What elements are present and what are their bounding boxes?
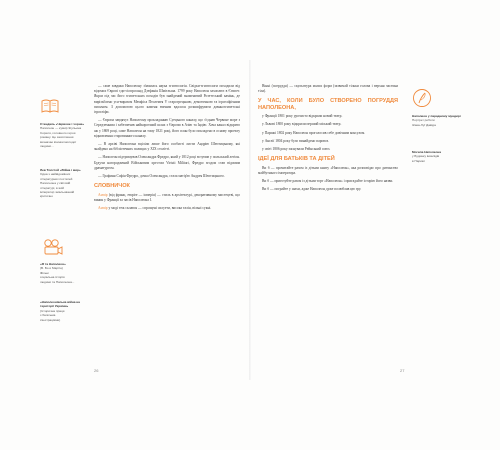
caption-line: Наполеона у світовій bbox=[40, 181, 71, 186]
caption-line: літературних постатей bbox=[40, 176, 73, 181]
caption-title: Наполеон у парадному мундирі bbox=[412, 114, 461, 118]
body-paragraph: — Європа завдячує Наполеону прокладанню Суецького каналу, що з'єднав Червоне море з Середземним і забезпечив найкоротший шлях з Європи в Азію та Індію. Хоча канал відкрито аж у 1869 році, саме Наполеон на тому 1821 році, його план було покладено в основу проекту відновлення старовинного каналу. bbox=[94, 118, 240, 138]
caption-line: Сореля, головного героя bbox=[40, 130, 76, 135]
body-paragraph: Ви б — приготуйте разом із дітьми торт «Наполеон» і пригадайте історію його назви. bbox=[262, 179, 394, 184]
page-number-right: 27 bbox=[400, 368, 405, 373]
body-paragraph: Ви б — пограйте у шахи, адже Наполеон дуже полюбляв цю гру. bbox=[262, 187, 362, 192]
caption-line: людини та Наполеона... bbox=[40, 279, 75, 284]
caption-title: Лев Толстой «Війна і мир» bbox=[40, 168, 81, 172]
body-paragraph: — саме завдяки Наполеону з'явилась наука єгиптологія. Свідки-єгиптологи походили від відомих Європі єди-сіопросянд Дзефанія Шмітльша. 1799 року Наполеон захоплює в Єгипет. Якраз під час його єгипетських походів був знайдений знаменитий Розеттський камінь, де вирізьблено уся-виразом Мемфіса Птолемея V старогрецькою, демотичною та ієрогліфічним письмом. З допомогою цього каменя вченим вдалося розшифрувати давньоєгипетські ієрогліфи. bbox=[94, 84, 240, 115]
timeline-line: у Парижі 1802 року Наполеон проголосив себе довічним консулом. bbox=[262, 130, 366, 135]
caption-line: у Будинку інвалідів bbox=[412, 154, 440, 159]
body-paragraph: — Графиня Софія Фредро, дочка Олександра, стала матір'ю Андрея Шептицького. bbox=[98, 174, 225, 179]
section-heading: ІДЕЇ ДЛЯ БАТЬКІВ ТА ДІТЕЙ bbox=[258, 156, 335, 163]
page-number-left: 26 bbox=[94, 368, 99, 373]
body-paragraph: — Наполеон підтримував Олександра Фредро, який у 1812 році вступив у польський легіон. Будучи нагороджений Військовим хрестом Virtuti Militari, Фредро згодом став відомим драматургом. bbox=[94, 155, 241, 170]
sidebar-caption-1 bbox=[40, 122, 86, 148]
caption-line: Фільм bbox=[40, 270, 49, 275]
timeline-line: у Франції 1801 року урочисто відкрили новий театр. bbox=[262, 114, 343, 119]
glossary-text: (від франц. empire — імперія) — стиль в архітектурі, декоративному мистецтві, що виник у Франції за часів Наполеона І. bbox=[94, 192, 240, 202]
caption-line: Портрет роботи bbox=[412, 118, 435, 123]
caption-line: з багатьма bbox=[40, 313, 56, 318]
caption-line: Жака-Луї Давіда bbox=[412, 122, 436, 127]
sidebar-caption-3 bbox=[40, 262, 86, 284]
glossary-text: у моді теж склався — спрощені силуети, висока талія, вільні сукні. bbox=[108, 206, 212, 211]
glossary-term: Ампір bbox=[98, 192, 108, 197]
caption-line: людини... bbox=[40, 144, 54, 149]
body-paragraph: Ви б — прочитайте разом із дітьми книгу «Наполеон», яка розповідає про дитинство майбутнього імператора. bbox=[258, 165, 398, 175]
caption-line: літературі, в якій bbox=[40, 185, 65, 190]
sidebar-caption-2 bbox=[40, 168, 86, 199]
caption-line: ілюстраціями) bbox=[40, 317, 61, 322]
body-paragraph: Вінні (погруддя) — скульптура малих форм (зазвичай тільки голова і верхня частина тіла). bbox=[258, 84, 398, 94]
caption-line: (В. Бо и Мартін) bbox=[40, 266, 63, 271]
caption-title: Могила Наполеона bbox=[412, 150, 441, 154]
caption-line: визначає вчинки молодої bbox=[40, 139, 77, 144]
film-camera-icon bbox=[42, 238, 64, 258]
caption-line: роману. Це захоплення bbox=[40, 135, 74, 140]
right-main-column bbox=[258, 84, 398, 195]
sidebar-caption-right-2 bbox=[412, 150, 462, 163]
caption-line: (Історична праця bbox=[40, 308, 65, 313]
book-icon bbox=[40, 96, 60, 116]
caption-title: «Я та Наполеон» bbox=[40, 262, 66, 266]
caption-line: імператор змальований bbox=[40, 190, 75, 195]
caption-line: в Парижі bbox=[412, 158, 425, 163]
feather-quill-icon bbox=[412, 88, 432, 108]
left-main-column bbox=[94, 84, 240, 214]
timeline-line: у світі 1806 року заснували Рейнський союз. bbox=[262, 147, 331, 152]
caption-line: критично bbox=[40, 194, 53, 199]
glossary-entry bbox=[94, 206, 240, 211]
caption-title: Стендаль «Червоне і чорне» bbox=[40, 122, 85, 126]
caption-line: Одна з найвідоміших bbox=[40, 172, 71, 177]
timeline-line: у Львові 1800 року відкрили перший міський театр. bbox=[262, 122, 342, 127]
section-heading: У ЧАС, КОЛИ БУЛО СТВОРЕНО ПОГРУДДЯ НАПОЛЕОНА, bbox=[258, 98, 398, 111]
glossary-entry bbox=[94, 193, 240, 203]
book-spine bbox=[249, 60, 251, 380]
timeline-line: у Англії 1804 року було винайдено паровоз. bbox=[262, 138, 330, 143]
glossary-heading: СЛОВНИЧОК bbox=[94, 183, 130, 190]
body-paragraph: — В архіві Наполеона вціліли лише його особисті листи Андрію Шептицькому, які знайдено на бібліотечних полицях у XIX столітті. bbox=[94, 142, 240, 152]
caption-line: соціальна історія bbox=[40, 275, 65, 280]
caption-title: «Наполеонівська війна на території України» bbox=[40, 300, 80, 309]
glossary-term: Ампір bbox=[98, 206, 108, 211]
sidebar-caption-right-1 bbox=[412, 114, 462, 127]
caption-line: Наполеон — кумир Жульєна bbox=[40, 126, 82, 131]
sidebar-caption-4 bbox=[40, 300, 86, 322]
